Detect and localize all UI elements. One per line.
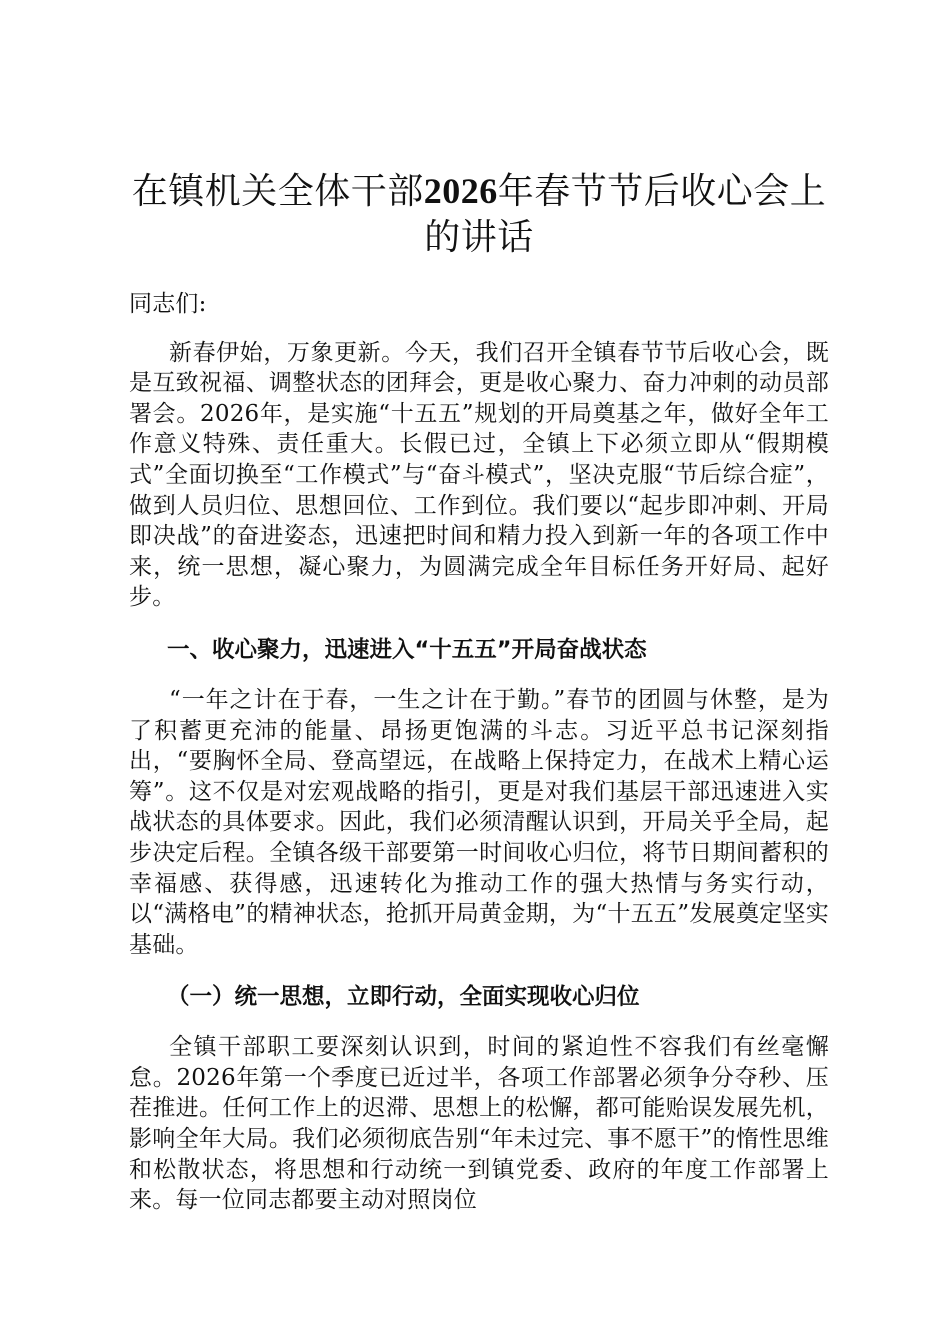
section-heading-1: 一、收心聚力，迅速进入“十五五”开局奋战状态 [167, 636, 647, 663]
title-part2: 年春节节后收心会上 [497, 171, 827, 212]
document-title [129, 168, 829, 261]
greeting: 同志们: [129, 291, 207, 317]
title-year: 2026 [423, 171, 498, 211]
intro-paragraph: 新春伊始，万象更新。今天，我们召开全镇春节节后收心会，既是互致祝福、调整状态的团拜会，更是收心聚力、奋力冲刺的动员部署会。2026年，是实施“十五五”规划的开局奠基之年，做好全年工作意义特殊、责任重大。长假已过，全镇上下必须立即从“假期模式”全面切换至“工作模式”与“奋斗模式”，坚决克服“节后综合症”，做到人员归位、思想回位、工作到位。我们要以“起步即冲刺、开局即决战”的奋进姿态，迅速把时间和精力投入到新一年的各项工作中来，统一思想，凝心聚力，为圆满完成全年目标任务开好局、起好步。 [129, 339, 829, 611]
title-line2: 的讲话 [424, 217, 534, 258]
section1-paragraph: “一年之计在于春，一生之计在于勤。”春节的团圆与休整，是为了积蓄更充沛的能量、昂扬更饱满的斗志。习近平总书记深刻指出，“要胸怀全局、登高望远，在战略上保持定力，在战术上精心运筹”。这不仅是对宏观战略的指引，更是对我们基层干部迅速进入实战状态的具体要求。因此，我们必须清醒认识到，开局关乎全局，起步决定后程。全镇各级干部要第一时间收心归位，将节日期间蓄积的幸福感、获得感，迅速转化为推动工作的强大热情与务实行动，以“满格电”的精神状态，抢抓开局黄金期，为“十五五”发展奠定坚实基础。 [129, 686, 829, 958]
subsection-heading-1: （一）统一思想，立即行动，全面实现收心归位 [167, 984, 640, 1011]
title-part1: 在镇机关全体干部 [131, 171, 424, 212]
document-body [129, 168, 829, 1216]
subsection1-paragraph: 全镇干部职工要深刻认识到，时间的紧迫性不容我们有丝毫懈怠。2026年第一个季度已近过半，各项工作部署必须争分夺秒、压茬推进。任何工作上的迟滞、思想上的松懈，都可能贻误发展先机，影响全年大局。我们必须彻底告别“年未过完、事不愿干”的惰性思维和松散状态，将思想和行动统一到镇党委、政府的年度工作部署上来。每一位同志都要主动对照岗位 [129, 1034, 829, 1214]
